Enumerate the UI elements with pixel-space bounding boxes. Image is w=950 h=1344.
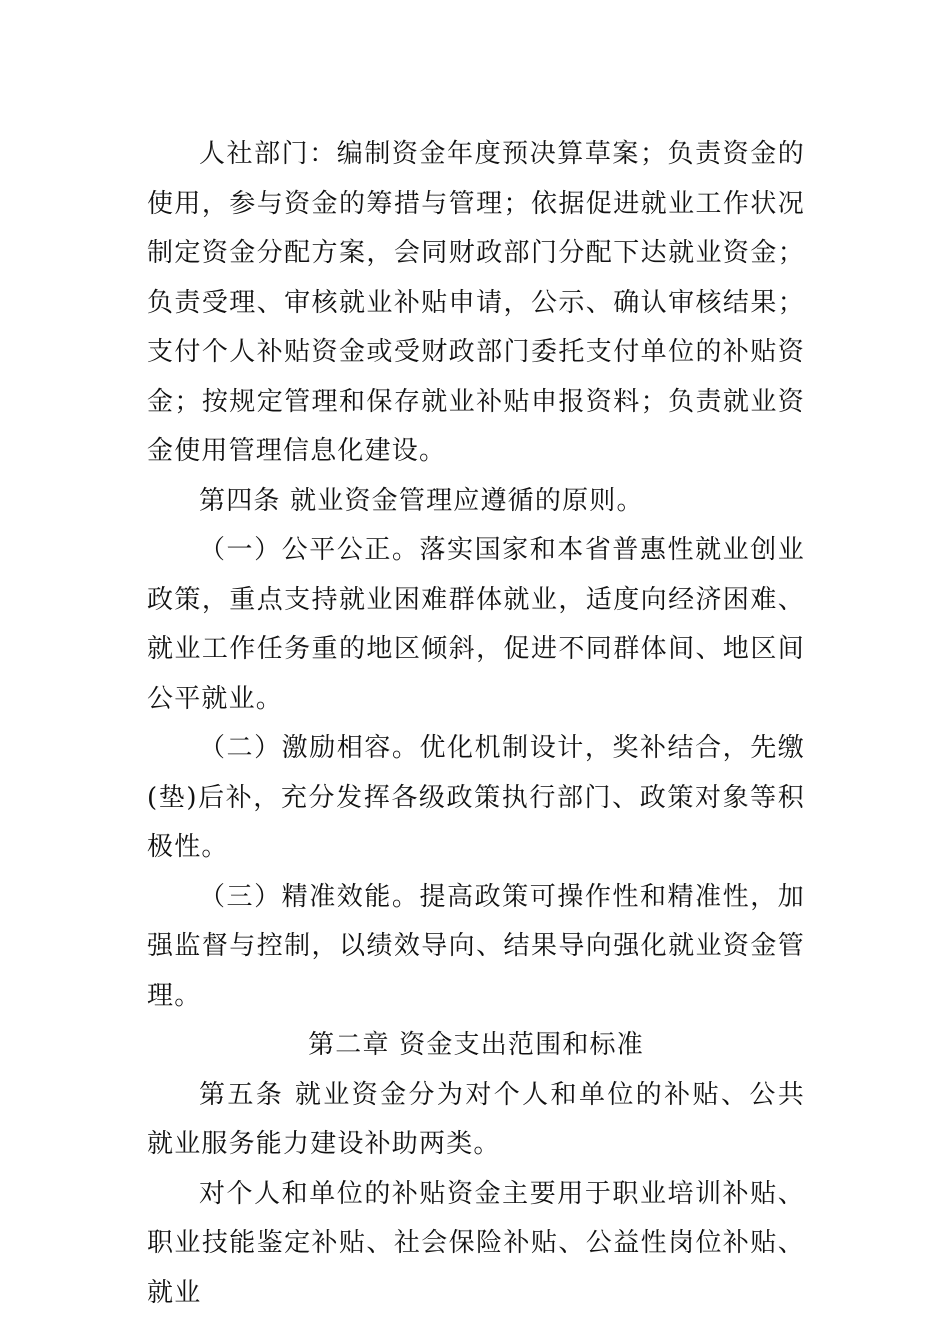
paragraph-article-4: 第四条 就业资金管理应遵循的原则。 bbox=[199, 485, 644, 516]
document-body bbox=[147, 130, 805, 1318]
chapter-heading: 第二章 资金支出范围和标准 bbox=[308, 1030, 644, 1060]
paragraph-principle-2: （二）激励相容。优化机制设计，奖补结合，先缴(垫)后补，充分发挥各级政策执行部门、政策对象等积极性。 bbox=[147, 733, 805, 862]
paragraph-article-5: 第五条 就业资金分为对个人和单位的补贴、公共就业服务能力建设补助两类。 bbox=[147, 1079, 805, 1159]
paragraph-subsidy-uses: 对个人和单位的补贴资金主要用于职业培训补贴、职业技能鉴定补贴、社会保险补贴、公益性岗位补贴、就业 bbox=[147, 1178, 805, 1308]
paragraph-principle-3: （三）精准效能。提高政策可操作性和精准性，加强监督与控制，以绩效导向、结果导向强化就业资金管理。 bbox=[147, 881, 805, 1011]
paragraph-principle-1: （一）公平公正。落实国家和本省普惠性就业创业政策，重点支持就业困难群体就业，适度向经济困难、就业工作任务重的地区倾斜，促进不同群体间、地区间公平就业。 bbox=[147, 535, 805, 714]
paragraph-hrss-duties: 人社部门：编制资金年度预决算草案；负责资金的使用，参与资金的筹措与管理；依据促进就业工作状况制定资金分配方案，会同财政部门分配下达就业资金；负责受理、审核就业补贴申请，公示、确认审核结果；支付个人补贴资金或受财政部门委托支付单位的补贴资金；按规定管理和保存就业补贴申报资料；负责就业资金使用管理信息化建设。 bbox=[147, 139, 805, 466]
